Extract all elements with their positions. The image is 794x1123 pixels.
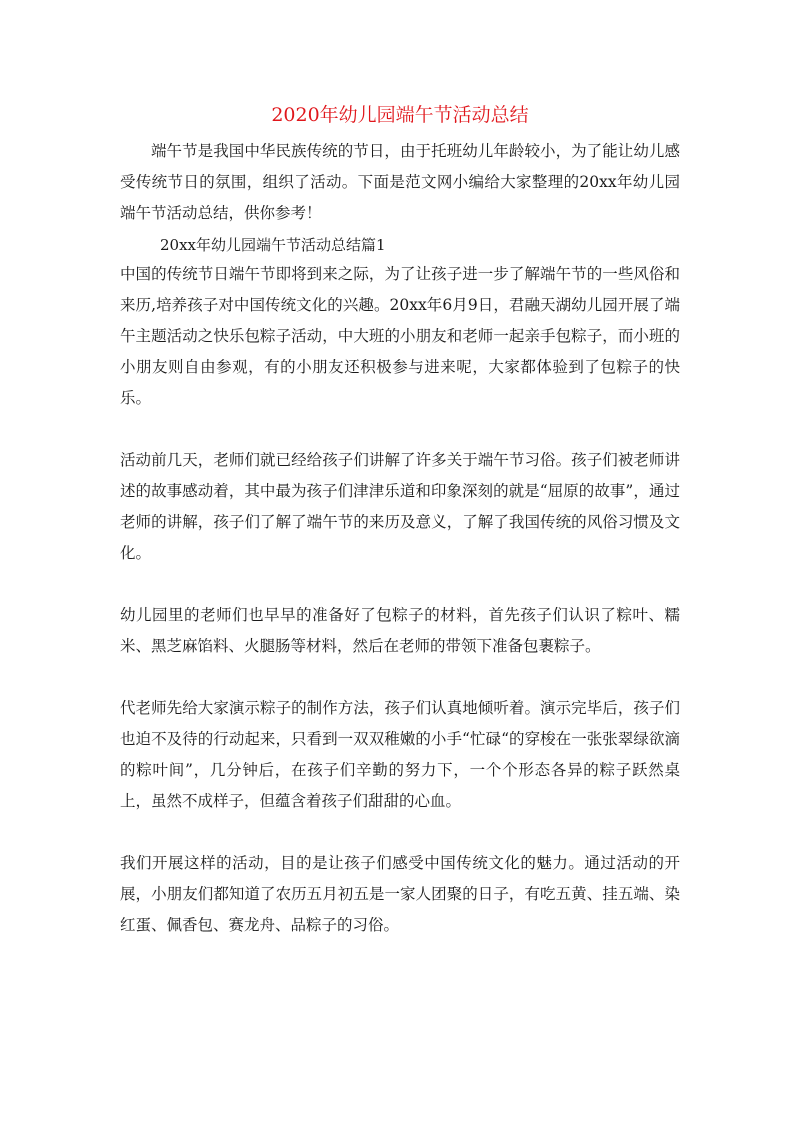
document-title: 2020年幼儿园端午节活动总结 [271,104,529,126]
body-paragraph-2: 活动前几天，老师们就已经给孩子们讲解了许多关于端午节习俗。孩子们被老师讲述的故事感动着，其中最为孩子们津津乐道和印象深刻的就是“屈原的故事”，通过老师的讲解，孩子们了解了端午节的来历及意义，了解了我国传统的风俗习惯及文化。 [120,451,680,562]
document-page [120,100,680,941]
body-paragraph-5: 我们开展这样的活动，目的是让孩子们感受中国传统文化的魅力。通过活动的开展，小朋友们都知道了农历五月初五是一家人团聚的日子，有吃五黄、挂五端、染红蛋、佩香包、赛龙舟、品粽子的习俗。 [120,854,680,934]
intro-paragraph: 端午节是我国中华民族传统的节日，由于托班幼儿年龄较小，为了能让幼儿感受传统节日的氛围，组织了活动。下面是范文网小编给大家整理的20xx年幼儿园端午节活动总结，供你参考！ [120,142,680,222]
body-paragraph-3: 幼儿园里的老师们也早早的准备好了包粽子的材料，首先孩子们认识了粽叶、糯米、黑芝麻馅料、火腿肠等材料，然后在老师的带领下准备包裹粽子。 [120,606,680,655]
body-paragraph-1: 中国的传统节日端午节即将到来之际，为了让孩子进一步了解端午节的一些风俗和来历,培养孩子对中国传统文化的兴趣。20xx年6月9日，君融天湖幼儿园开展了端午主题活动之快乐包粽子活动，中大班的小朋友和老师一起亲手包粽子，而小班的小朋友则自由参观，有的小朋友还积极参与进来呢，大家都体验到了包粽子的快乐。 [120,265,680,407]
section-heading: 20xx年幼儿园端午节活动总结篇1 [160,236,386,254]
body-paragraph-4: 代老师先给大家演示粽子的制作方法，孩子们认真地倾听着。演示完毕后，孩子们也迫不及待的行动起来，只看到一双双稚嫩的小手“忙碌“的穿梭在一张张翠绿欲滴的粽叶间”，几分钟后，在孩子们辛勤的努力下，一个个形态各异的粽子跃然桌上，虽然不成样子，但蕴含着孩子们甜甜的心血。 [120,699,680,810]
